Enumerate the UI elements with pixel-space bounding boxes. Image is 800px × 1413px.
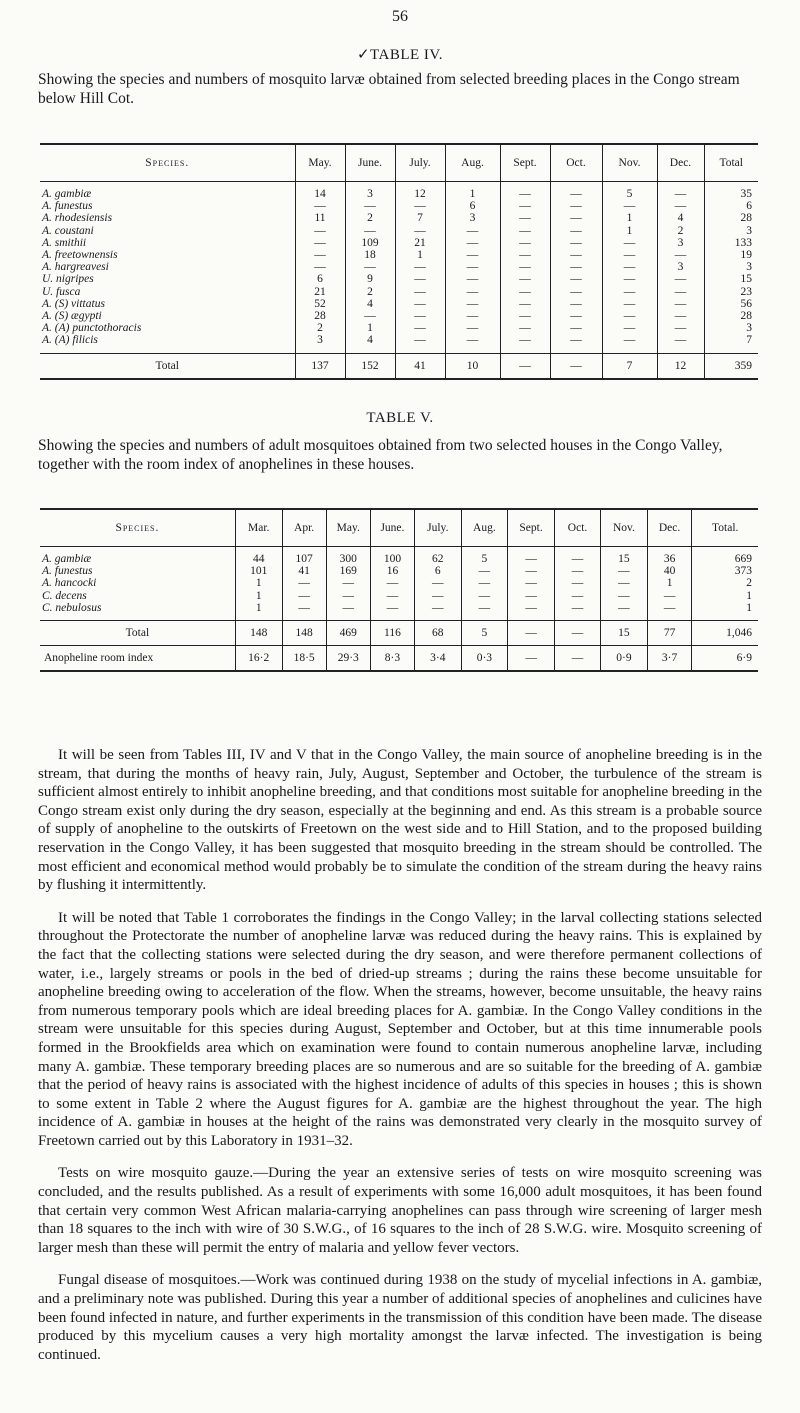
count-cell: —: [500, 273, 550, 285]
total-row-cell: 359: [704, 353, 758, 379]
total-row-cell: —: [554, 621, 600, 646]
count-cell: —: [415, 602, 461, 614]
total-row-cell: 469: [326, 621, 370, 646]
count-cell: 36: [647, 553, 692, 565]
count-cell: —: [500, 322, 550, 334]
count-cell: 19: [704, 249, 758, 261]
count-cell: 21: [295, 286, 345, 298]
column-header: Sept.: [508, 509, 555, 547]
column-header: Sept.: [500, 144, 550, 182]
total-row-cell: —: [508, 621, 555, 646]
table-row: [40, 298, 758, 310]
table-4: [40, 143, 758, 380]
count-cell: 2: [692, 577, 758, 589]
room-index-row-cell: —: [554, 646, 600, 672]
count-cell: —: [602, 273, 657, 285]
column-header: Dec.: [657, 144, 704, 182]
species-cell: U. nigripes: [42, 273, 94, 286]
count-cell: —: [445, 273, 500, 285]
count-cell: —: [500, 212, 550, 224]
count-cell: —: [295, 249, 345, 261]
count-cell: —: [554, 590, 600, 602]
count-cell: 11: [295, 212, 345, 224]
count-cell: —: [508, 565, 555, 577]
table-5-caption: Showing the species and numbers of adult mosquitoes obtained from two selected houses in the Congo Valley, together with the room index of anophelines in these houses.: [38, 437, 723, 473]
count-cell: —: [602, 200, 657, 212]
count-cell: —: [500, 225, 550, 237]
table-row: [40, 334, 758, 346]
count-cell: 15: [601, 553, 648, 565]
count-cell: —: [550, 273, 602, 285]
count-cell: —: [550, 261, 602, 273]
table-5-title: TABLE V.: [366, 410, 434, 426]
total-row-label: Total: [40, 353, 295, 379]
column-header: Apr.: [282, 509, 326, 547]
table-row: [40, 553, 758, 565]
species-cell: A. (A) punctothoracis: [42, 322, 142, 335]
table-row: [40, 577, 758, 589]
count-cell: —: [550, 322, 602, 334]
total-row-cell: 68: [415, 621, 461, 646]
count-cell: —: [415, 577, 461, 589]
count-cell: —: [500, 188, 550, 200]
total-row-cell: —: [500, 353, 550, 379]
count-cell: —: [295, 225, 345, 237]
count-cell: —: [395, 200, 445, 212]
total-row-cell: 15: [601, 621, 648, 646]
count-cell: 3: [657, 237, 704, 249]
total-row-cell: 1,046: [692, 621, 758, 646]
count-cell: 1: [235, 602, 282, 614]
species-cell: C. decens: [42, 589, 87, 602]
count-cell: —: [550, 200, 602, 212]
count-cell: 1: [602, 225, 657, 237]
room-index-row-cell: 3·4: [415, 646, 461, 672]
count-cell: —: [657, 298, 704, 310]
count-cell: —: [602, 322, 657, 334]
count-cell: 3: [704, 322, 758, 334]
count-cell: —: [395, 334, 445, 346]
count-cell: —: [657, 200, 704, 212]
count-cell: —: [550, 334, 602, 346]
count-cell: 7: [395, 212, 445, 224]
species-cell: A. smithii: [42, 236, 87, 249]
count-cell: 373: [692, 565, 758, 577]
count-cell: —: [445, 322, 500, 334]
paragraph-table-1: It will be noted that Table 1 corroborates the findings in the Congo Valley; in the larval collecting stations selected throughout the Protectorate the number of anopheline larvæ was reduced during the heavy rains. This is explained by the fact that the collecting stations were selected during the dry season, and were therefore permanent collections of water, i.e., largely streams or pools in the bed of dried-up streams ; during the rains these become unsuitable for anopheline breeding owing to acceleration of the flow. When the streams, however, become unsuitable, the heavy rains from numerous temporary pools which are ideal breeding places for A. gambiæ. In the Congo Valley conditions in the stream were unsuitable for this species during August, September and October, but at this time innumerable pools formed in the Brookfields area which on examination were found to contain numerous anopheline larvæ, including many A. gambiæ. These temporary breeding places are so numerous and are so suitable for the breeding of A. gambiæ that the period of heavy rains is associated with the highest incidence of adults of this species in houses ; this is shown to some extent in Table 2 where the August figures for A. gambiæ are the highest throughout the year. The high incidence of A. gambiæ in houses at the height of the rains was demonstrated very clearly in the mosquito survey of Freetown carried out by this Laboratory in 1931–32.: [38, 909, 762, 1149]
total-row-cell: 12: [657, 353, 704, 379]
count-cell: 6: [295, 273, 345, 285]
column-header: Total.: [692, 509, 758, 547]
table-5: [40, 508, 758, 672]
count-cell: 3: [704, 261, 758, 273]
count-cell: 3: [345, 188, 395, 200]
table-5-header-row: [40, 509, 758, 547]
total-row-cell: 10: [445, 353, 500, 379]
count-cell: —: [370, 590, 414, 602]
count-cell: —: [601, 590, 648, 602]
count-cell: 133: [704, 237, 758, 249]
count-cell: —: [445, 261, 500, 273]
total-row-cell: 148: [235, 621, 282, 646]
count-cell: —: [282, 577, 326, 589]
count-cell: —: [445, 298, 500, 310]
count-cell: 41: [282, 565, 326, 577]
table-row: [40, 237, 758, 249]
count-cell: 28: [295, 310, 345, 322]
table-row: [40, 225, 758, 237]
room-index-row-cell: 6·9: [692, 646, 758, 672]
count-cell: —: [345, 225, 395, 237]
column-header: Nov.: [601, 509, 648, 547]
count-cell: —: [657, 249, 704, 261]
table-row: [40, 249, 758, 261]
column-header: Oct.: [550, 144, 602, 182]
column-header: Species.: [145, 157, 190, 169]
count-cell: —: [415, 590, 461, 602]
count-cell: —: [445, 310, 500, 322]
count-cell: 7: [704, 334, 758, 346]
count-cell: 52: [295, 298, 345, 310]
count-cell: —: [647, 590, 692, 602]
count-cell: —: [508, 602, 555, 614]
paragraph-wire-gauze: Tests on wire mosquito gauze.—During the year an extensive series of tests on wire mosquito screening was concluded, and the results published. As a result of experiments with some 16,000 adult mosquitoes, it has been found that certain very common West African malaria-carrying anophelines can pass through wire screening of larger mesh than 18 squares to the inch with wire of 30 S.W.G., of 16 squares to the inch of 28 S.W.G. wire. Mosquito screening of larger mesh than these will permit the entry of malaria and yellow fever vectors.: [38, 1165, 762, 1256]
count-cell: —: [508, 590, 555, 602]
species-cell: A. gambiæ: [42, 188, 92, 200]
count-cell: 2: [345, 286, 395, 298]
species-cell: A. freetownensis: [42, 249, 118, 262]
species-cell: A. gambiæ: [42, 553, 92, 565]
table-row: [40, 286, 758, 298]
count-cell: 12: [395, 188, 445, 200]
column-header: Dec.: [647, 509, 692, 547]
count-cell: —: [550, 225, 602, 237]
species-cell: A. (A) filicis: [42, 334, 98, 347]
column-header: July.: [415, 509, 461, 547]
count-cell: 1: [235, 590, 282, 602]
room-index-row-cell: 8·3: [370, 646, 414, 672]
count-cell: 6: [445, 200, 500, 212]
count-cell: 56: [704, 298, 758, 310]
count-cell: —: [326, 590, 370, 602]
count-cell: 101: [235, 565, 282, 577]
count-cell: —: [445, 286, 500, 298]
count-cell: —: [550, 237, 602, 249]
column-header: Mar.: [235, 509, 282, 547]
count-cell: —: [445, 334, 500, 346]
species-cell: A. hancocki: [42, 577, 97, 590]
table-4-body: [40, 182, 758, 379]
count-cell: 300: [326, 553, 370, 565]
count-cell: 15: [704, 273, 758, 285]
table-row: [40, 273, 758, 285]
room-index-row-cell: 3·7: [647, 646, 692, 672]
count-cell: —: [602, 286, 657, 298]
count-cell: 1: [602, 212, 657, 224]
page-number: 56: [392, 8, 408, 25]
count-cell: —: [554, 577, 600, 589]
count-cell: 16: [370, 565, 414, 577]
species-cell: A. rhodesiensis: [42, 212, 113, 225]
count-cell: —: [550, 249, 602, 261]
count-cell: 2: [295, 322, 345, 334]
column-header: June.: [370, 509, 414, 547]
room-index-row-cell: 0·3: [461, 646, 508, 672]
count-cell: —: [602, 310, 657, 322]
count-cell: —: [345, 261, 395, 273]
column-header: Nov.: [602, 144, 657, 182]
count-cell: 4: [345, 298, 395, 310]
count-cell: —: [500, 310, 550, 322]
count-cell: 1: [235, 577, 282, 589]
count-cell: 1: [395, 249, 445, 261]
count-cell: —: [550, 188, 602, 200]
table-row: [40, 322, 758, 334]
count-cell: —: [602, 249, 657, 261]
count-cell: —: [295, 200, 345, 212]
table-5-body: [40, 547, 758, 672]
total-row-label: Total: [40, 621, 235, 646]
column-header: June.: [345, 144, 395, 182]
count-cell: —: [461, 565, 508, 577]
count-cell: —: [554, 602, 600, 614]
count-cell: 44: [235, 553, 282, 565]
total-row-cell: 41: [395, 353, 445, 379]
count-cell: —: [395, 261, 445, 273]
count-cell: 5: [602, 188, 657, 200]
count-cell: 35: [704, 188, 758, 200]
count-cell: —: [657, 273, 704, 285]
column-header: May.: [295, 144, 345, 182]
count-cell: —: [370, 602, 414, 614]
total-row-cell: 5: [461, 621, 508, 646]
count-cell: —: [601, 577, 648, 589]
room-index-row-cell: 18·5: [282, 646, 326, 672]
room-index-row-cell: 16·2: [235, 646, 282, 672]
body-text: [38, 746, 762, 1378]
count-cell: —: [500, 298, 550, 310]
table-row: [40, 310, 758, 322]
count-cell: —: [500, 237, 550, 249]
count-cell: 669: [692, 553, 758, 565]
column-header: Total: [704, 144, 758, 182]
total-row: [40, 621, 758, 646]
count-cell: —: [657, 334, 704, 346]
total-row-cell: 116: [370, 621, 414, 646]
count-cell: —: [657, 286, 704, 298]
count-cell: —: [550, 286, 602, 298]
table-row: [40, 590, 758, 602]
count-cell: 28: [704, 212, 758, 224]
count-cell: —: [500, 249, 550, 261]
count-cell: 18: [345, 249, 395, 261]
count-cell: —: [395, 225, 445, 237]
count-cell: —: [445, 237, 500, 249]
count-cell: —: [395, 310, 445, 322]
total-row-cell: 77: [647, 621, 692, 646]
species-cell: A. coustani: [42, 224, 94, 237]
count-cell: —: [445, 225, 500, 237]
count-cell: —: [500, 261, 550, 273]
count-cell: —: [601, 565, 648, 577]
count-cell: 4: [345, 334, 395, 346]
count-cell: —: [395, 273, 445, 285]
table-row: [40, 565, 758, 577]
count-cell: 107: [282, 553, 326, 565]
count-cell: —: [461, 577, 508, 589]
species-cell: A. funestus: [42, 565, 93, 578]
count-cell: —: [657, 322, 704, 334]
total-row-cell: 7: [602, 353, 657, 379]
count-cell: —: [295, 261, 345, 273]
count-cell: —: [326, 577, 370, 589]
count-cell: 6: [704, 200, 758, 212]
column-header: Oct.: [554, 509, 600, 547]
count-cell: —: [282, 590, 326, 602]
count-cell: 28: [704, 310, 758, 322]
count-cell: —: [395, 286, 445, 298]
count-cell: 40: [647, 565, 692, 577]
species-cell: U. fusca: [42, 285, 81, 298]
count-cell: —: [508, 577, 555, 589]
count-cell: 3: [704, 225, 758, 237]
count-cell: 1: [647, 577, 692, 589]
count-cell: 100: [370, 553, 414, 565]
count-cell: —: [500, 286, 550, 298]
table-row: [40, 261, 758, 273]
count-cell: 4: [657, 212, 704, 224]
room-index-row-cell: 29·3: [326, 646, 370, 672]
species-cell: A. funestus: [42, 200, 93, 213]
count-cell: 14: [295, 188, 345, 200]
count-cell: —: [326, 602, 370, 614]
room-index-row-cell: —: [508, 646, 555, 672]
count-cell: —: [461, 602, 508, 614]
paragraph-fungal-disease: Fungal disease of mosquitoes.—Work was continued during 1938 on the study of mycelial infections in A. gambiæ, and a preliminary note was published. During this year a number of additional species of anophelines and culicines have been found infected in nature, and further experiments in the transmission of this condition have been made. The disease produced by this mycelium causes a very high mortality amongst the larvæ infected. The investigation is being continued.: [38, 1272, 762, 1363]
count-cell: 2: [345, 212, 395, 224]
room-index-row-label: Anopheline room index: [40, 646, 235, 672]
table-row: [40, 188, 758, 200]
count-cell: 2: [657, 225, 704, 237]
column-header: Aug.: [461, 509, 508, 547]
count-cell: 3: [445, 212, 500, 224]
count-cell: —: [508, 553, 555, 565]
count-cell: —: [554, 565, 600, 577]
count-cell: 62: [415, 553, 461, 565]
total-row-cell: 148: [282, 621, 326, 646]
table-row: [40, 212, 758, 224]
total-row: [40, 353, 758, 379]
count-cell: —: [602, 261, 657, 273]
species-cell: A. (S) ægypti: [42, 310, 102, 323]
count-cell: 169: [326, 565, 370, 577]
count-cell: —: [500, 334, 550, 346]
count-cell: 9: [345, 273, 395, 285]
count-cell: —: [602, 298, 657, 310]
count-cell: 1: [445, 188, 500, 200]
total-row-cell: 137: [295, 353, 345, 379]
count-cell: 109: [345, 237, 395, 249]
species-cell: A. hargreavesi: [42, 261, 109, 274]
count-cell: —: [345, 310, 395, 322]
table-4-header-row: [40, 144, 758, 182]
count-cell: —: [461, 590, 508, 602]
count-cell: —: [550, 298, 602, 310]
count-cell: 5: [461, 553, 508, 565]
column-header: May.: [326, 509, 370, 547]
count-cell: 3: [657, 261, 704, 273]
column-header: Species.: [115, 522, 160, 534]
table-row: [40, 602, 758, 614]
species-cell: A. (S) vittatus: [42, 297, 105, 310]
count-cell: —: [602, 237, 657, 249]
count-cell: —: [601, 602, 648, 614]
room-index-row-cell: 0·9: [601, 646, 648, 672]
count-cell: —: [370, 577, 414, 589]
count-cell: —: [395, 298, 445, 310]
count-cell: —: [657, 310, 704, 322]
column-header: Aug.: [445, 144, 500, 182]
count-cell: 1: [345, 322, 395, 334]
count-cell: —: [657, 188, 704, 200]
count-cell: 1: [692, 602, 758, 614]
count-cell: —: [602, 334, 657, 346]
total-row-cell: —: [550, 353, 602, 379]
count-cell: —: [550, 310, 602, 322]
count-cell: —: [550, 212, 602, 224]
count-cell: 3: [295, 334, 345, 346]
count-cell: 21: [395, 237, 445, 249]
total-row-cell: 152: [345, 353, 395, 379]
table-4-title: ✓TABLE IV.: [356, 47, 444, 63]
count-cell: 1: [692, 590, 758, 602]
count-cell: —: [345, 200, 395, 212]
count-cell: 6: [415, 565, 461, 577]
room-index-row: [40, 646, 758, 672]
count-cell: —: [282, 602, 326, 614]
species-cell: C. nebulosus: [42, 601, 102, 614]
table-4-caption: Showing the species and numbers of mosquito larvæ obtained from selected breeding places in the Congo stream below Hill Cot.: [38, 71, 740, 107]
paragraph-tables-discussion: It will be seen from Tables III, IV and V that in the Congo Valley, the main source of anopheline breeding is in the stream, that during the months of heavy rain, July, August, September and October, the turbulence of the stream is sufficient almost entirely to inhibit anopheline breeding, and that conditions most suitable for anopheline breeding in the Congo stream exist only during the dry season, especially at the beginning and end. As this stream is a probable source of supply of anopheline to the outskirts of Freetown on the west side and to Hill Station, and to the proposed building reservation in the Congo Valley, it has been suggested that mosquito breeding in the stream should be controlled. The most efficient and economical method would probably be to simulate the condition of the stream during the heavy rains by flushing it intermittently.: [38, 747, 762, 894]
count-cell: —: [295, 237, 345, 249]
count-cell: —: [445, 249, 500, 261]
count-cell: —: [554, 553, 600, 565]
count-cell: —: [647, 602, 692, 614]
count-cell: 23: [704, 286, 758, 298]
count-cell: —: [395, 322, 445, 334]
table-row: [40, 200, 758, 212]
count-cell: —: [500, 200, 550, 212]
column-header: July.: [395, 144, 445, 182]
